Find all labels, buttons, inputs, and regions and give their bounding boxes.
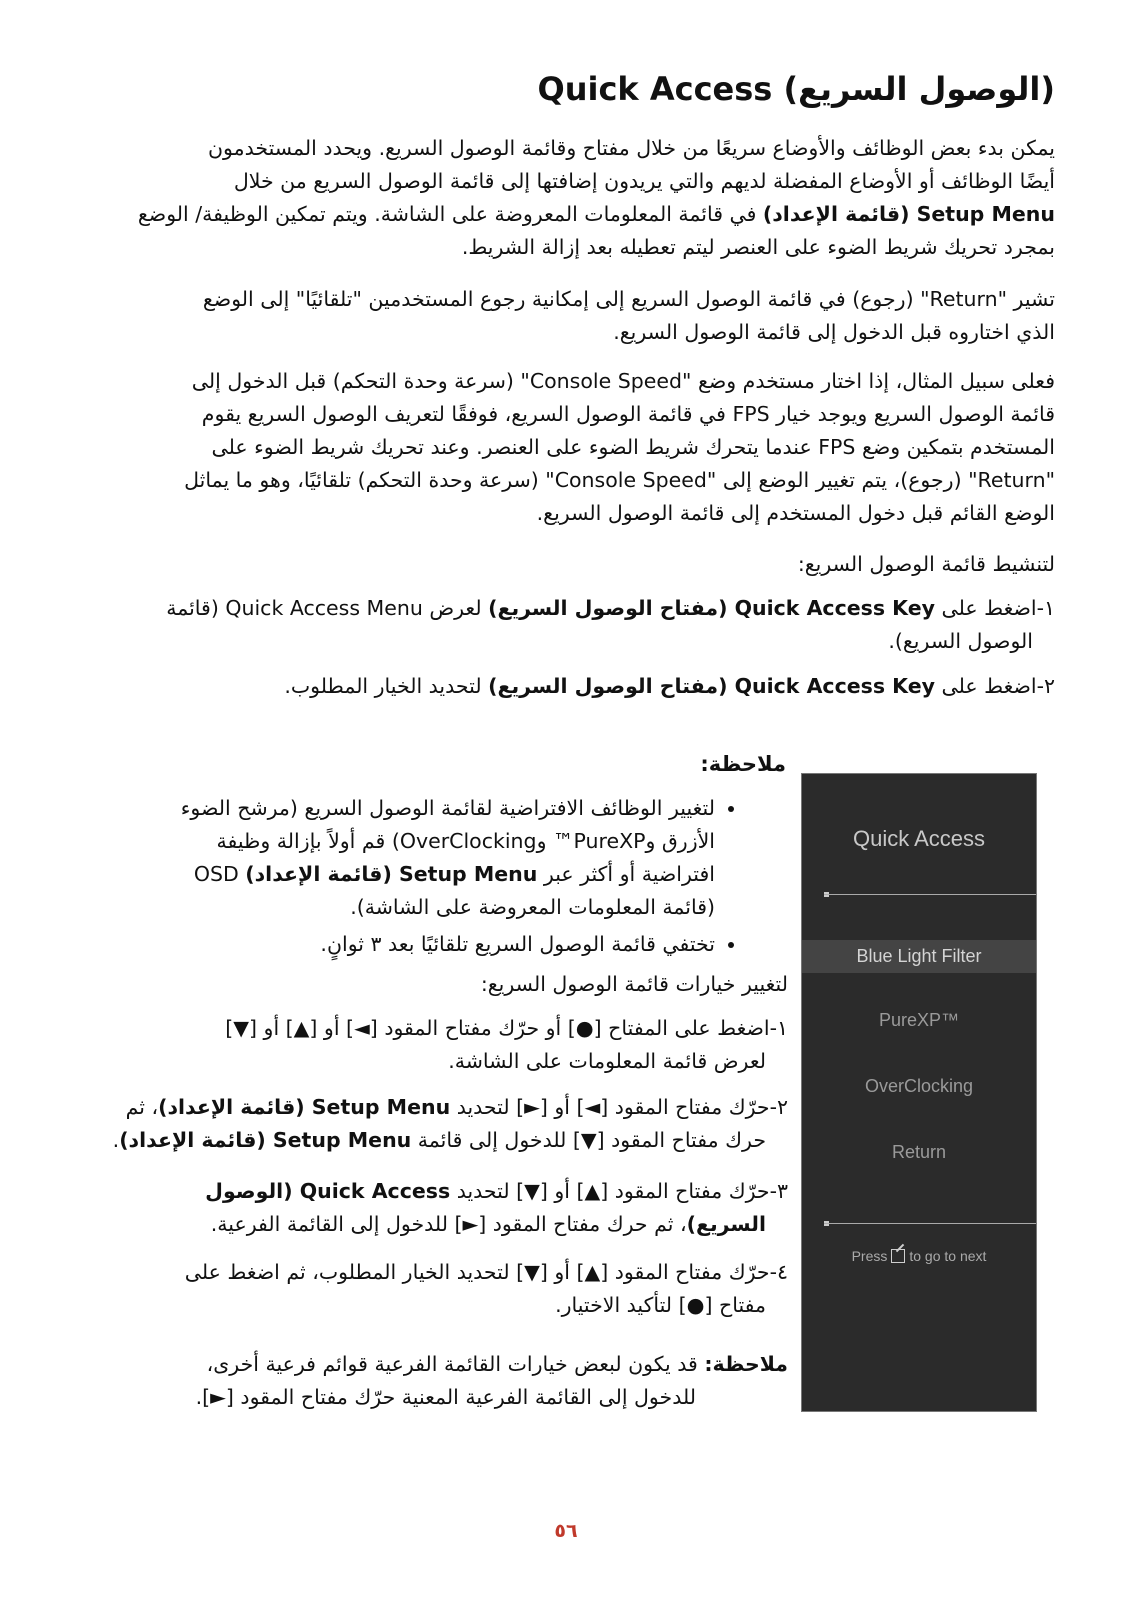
setup-menu-term-4: Setup Menu (قائمة الإعداد) (119, 1128, 412, 1152)
quick-access-key-term-2: Quick Access Key (مفتاح الوصول السريع) (488, 674, 935, 698)
osd-divider-2 (824, 1223, 1036, 1224)
bullet-1-line-1: • لتغيير الوظائف الافتراضية لقائمة الوصول السريع (مرشح الضوء (180, 796, 715, 820)
osd-title: Quick Access (852, 826, 986, 851)
note-2-label: ملاحظة: (704, 1352, 788, 1376)
note-2-text: قد يكون لبعض خيارات القائمة الفرعية قوائم فرعية أخرى، (206, 1352, 705, 1376)
note-2-line-1 (100, 1348, 788, 1381)
sub-step-2-line-2 (100, 1124, 788, 1157)
sub-step-2-pre: ٢-حرّك مفتاح المقود [◄] أو [►] لتحديد (450, 1095, 788, 1119)
note-bullet-1 (85, 792, 715, 924)
bullet-1-line-3-post: OSD (193, 862, 246, 886)
sub-step-3-line-1 (100, 1175, 788, 1208)
step-1-prefix: ١-اضغط على (934, 596, 1055, 620)
sub-step-1-line-1: ١-اضغط على المفتاح [●] أو حرّك مفتاح المقود [◄] أو [▲] أو [▼] (225, 1016, 788, 1040)
quick-access-term: Quick Access (الوصول (205, 1179, 451, 1203)
osd-item-purexp[interactable]: PureXP™ (878, 1010, 960, 1030)
intro-paragraph (80, 132, 1055, 264)
bullet-1-line-4: (قائمة المعلومات المعروضة على الشاشة). (350, 895, 715, 919)
return-paragraph (80, 283, 1055, 349)
step-2-prefix: ٢-اضغط على (934, 674, 1055, 698)
setup-menu-term-3: Setup Menu (قائمة الإعداد) (158, 1095, 451, 1119)
step-1 (110, 592, 1055, 658)
step-2 (110, 670, 1055, 703)
example-line-5: الوضع القائم قبل دخول المستخدم إلى قائمة الوصول السريع. (536, 501, 1055, 525)
osd-footer-next: to go to next (909, 1248, 987, 1264)
osd-divider (824, 894, 1036, 895)
intro-line-1: يمكن بدء بعض الوظائف والأوضاع سريعًا من خلال مفتاح وقائمة الوصول السريع. ويحدد المستخدمون (207, 136, 1055, 160)
page-number: ٥٦ (554, 1520, 578, 1542)
sub-step-4-line-1: ٤-حرّك مفتاح المقود [▲] أو [▼] لتحديد الخيار المطلوب، ثم اضغط على (184, 1260, 788, 1284)
example-line-4: "Return" (رجوع)، يتم تغيير الوضع إلى "Console Speed" (سرعة وحدة التحكم) تلقائيًا، وهو ما يماثل (184, 468, 1055, 492)
step-2-rest: لتحديد الخيار المطلوب. (284, 674, 489, 698)
osd-item-return[interactable]: Return (891, 1142, 947, 1162)
intro-line-4: بمجرد تحريك شريط الضوء على العنصر ليتم تعطيله بعد إزالة الشريط. (461, 235, 1055, 259)
note-2 (100, 1348, 788, 1414)
osd-footer-press: Press (851, 1248, 888, 1264)
sub-step-3 (100, 1175, 788, 1241)
quick-access-term-2: السريع) (686, 1212, 766, 1236)
step-1-rest: لعرض Quick Access Menu (قائمة (166, 596, 489, 620)
sub-step-1-line-2: لعرض قائمة المعلومات على الشاشة. (448, 1049, 766, 1073)
sub-step-3-post: ، ثم حرك مفتاح المقود [►] للدخول إلى القائمة الفرعية. (210, 1212, 687, 1236)
osd-footer (802, 1248, 1036, 1264)
intro-line-3-rest: في قائمة المعلومات المعروضة على الشاشة. ويتم تمكين الوظيفة/ الوضع (137, 202, 763, 226)
sub-step-2-line-2-pre: حرك مفتاح المقود [▼] للدخول إلى قائمة (411, 1128, 766, 1152)
example-paragraph (80, 365, 1055, 530)
bullet-1-line-2: الأزرق وPureXP™ وOverClocking) قم أولاً بإزالة وظيفة (216, 829, 715, 853)
bullet-1-line-3 (85, 858, 715, 891)
return-line-2: الذي اختاروه قبل الدخول إلى قائمة الوصول السريع. (613, 320, 1055, 344)
example-line-1: فعلى سبيل المثال، إذا اختار مستخدم وضع "Console Speed" (سرعة وحدة التحكم) قبل الدخول إلى (191, 369, 1055, 393)
note-2-line-2: للدخول إلى القائمة الفرعية المعنية حرّك مفتاح المقود [►]. (195, 1385, 696, 1409)
sub-step-2 (100, 1091, 788, 1157)
quick-access-osd-panel (801, 773, 1037, 1412)
sub-step-2-line-1 (100, 1091, 788, 1124)
osd-item-overclocking[interactable]: OverClocking (864, 1076, 974, 1096)
change-label: لتغيير خيارات قائمة الوصول السريع: (480, 972, 788, 996)
return-line-1: تشير "Return" (رجوع) في قائمة الوصول السريع إلى إمكانية رجوع المستخدمين "تلقائيًا" إلى الوضع (202, 287, 1055, 311)
setup-menu-term: Setup Menu (قائمة الإعداد) (762, 202, 1055, 226)
note-bullets (85, 792, 741, 965)
note-heading: ملاحظة: (700, 752, 786, 776)
step-1-line-2: الوصول السريع). (888, 629, 1033, 653)
note-bullet-2: • تختفي قائمة الوصول السريع تلقائيًا بعد ٣ ثوانٍ. (85, 928, 715, 961)
sub-step-3-pre: ٣-حرّك مفتاح المقود [▲] أو [▼] لتحديد (450, 1179, 788, 1203)
intro-line-2: أيضًا الوظائف أو الأوضاع المفضلة لديهم والتي يريدون إضافتها إلى قائمة الوصول السريع من خلال (233, 169, 1055, 193)
example-line-3: المستخدم بتمكين وضع FPS عندما يتحرك شريط الضوء على العنصر. وعند تحريك شريط الضوء على (211, 435, 1055, 459)
edit-icon (891, 1249, 905, 1263)
intro-line-3 (80, 198, 1055, 231)
sub-step-4-line-2: مفتاح [●] لتأكيد الاختيار. (555, 1293, 766, 1317)
example-line-2: قائمة الوصول السريع ويوجد خيار FPS في قائمة الوصول السريع، فوفقًا لتعريف الوصول السريع يقوم (201, 402, 1055, 426)
page-title: (الوصول السريع) Quick Access (537, 70, 1055, 108)
quick-access-key-term: Quick Access Key (مفتاح الوصول السريع) (488, 596, 935, 620)
sub-step-4 (100, 1256, 788, 1322)
step-1-line-1 (110, 592, 1055, 625)
sub-step-2-line-2-post: . (112, 1128, 120, 1152)
sub-step-3-line-2 (100, 1208, 788, 1241)
sub-step-1 (100, 1012, 788, 1078)
sub-step-2-post: ، ثم (125, 1095, 159, 1119)
setup-menu-term-2: Setup Menu (قائمة الإعداد) (245, 862, 538, 886)
activate-label: لتنشيط قائمة الوصول السريع: (797, 552, 1055, 576)
osd-item-blue-light-filter[interactable]: Blue Light Filter (802, 940, 1036, 973)
bullet-1-line-3-pre: افتراضية أو أكثر عبر (537, 862, 715, 886)
